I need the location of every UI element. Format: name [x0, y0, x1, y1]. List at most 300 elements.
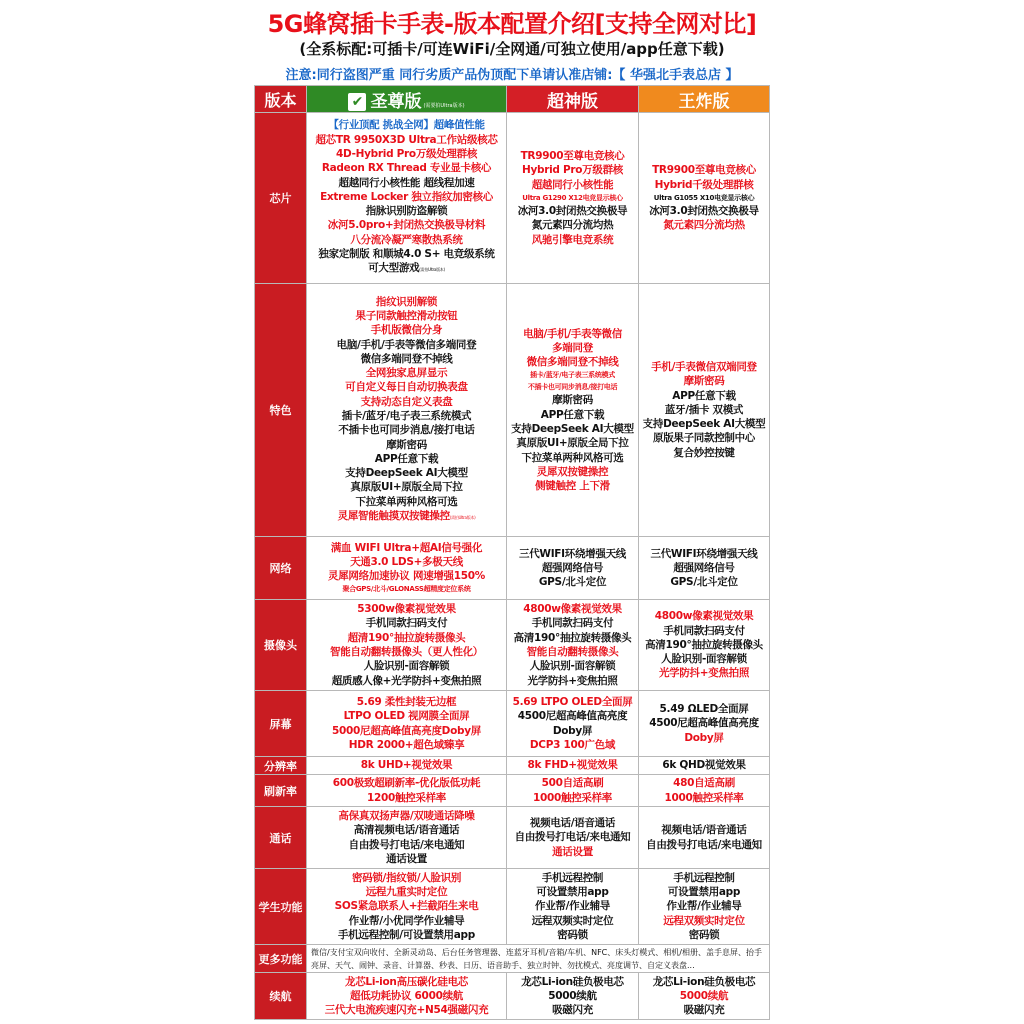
cell-line-text: 光学防抖+变焦拍照	[527, 674, 618, 687]
row-label-student: 学生功能	[255, 869, 307, 945]
cell-line	[507, 178, 638, 192]
cell-line-text: 冰河3.0封闭热交换极导	[517, 205, 628, 217]
cell-line	[307, 674, 506, 688]
cell-line-text: 4800w像素视觉效果	[654, 610, 754, 623]
cell-line	[507, 989, 638, 1003]
cell-line-text: 聚合GPS/北斗/GLONASS超精度定位系统	[342, 585, 471, 594]
cell-line	[307, 1003, 506, 1017]
cell-line-text: 支持动态自定义表盘	[360, 395, 453, 408]
version-note-v1: (需要拍Ultra版本)	[423, 102, 465, 109]
refresh-v2	[507, 775, 639, 807]
cell-line	[307, 409, 506, 423]
cell-line	[507, 975, 638, 989]
cell-line	[307, 928, 506, 942]
cell-line-text: 支持DeepSeek AI大模型	[511, 423, 634, 435]
refresh-v3	[639, 775, 770, 807]
cell-line	[307, 466, 506, 480]
cell-line-text: 高清190°抽拉旋转摄像头	[645, 638, 763, 651]
cell-line	[307, 452, 506, 466]
cell-line	[307, 823, 506, 837]
cell-line	[507, 738, 638, 752]
cell-line-text: 远程九重实时定位	[365, 886, 448, 899]
network-v3	[639, 537, 770, 600]
cell-line	[307, 233, 506, 247]
cell-line-text: 果子同款触控滑动按钮	[355, 309, 458, 322]
cell-line-text: 8k UHD+视觉效果	[360, 759, 453, 772]
cell-line	[507, 1003, 638, 1017]
student-v3	[639, 869, 770, 945]
cell-line-text: 5.49 ΩLED全面屏	[659, 703, 749, 716]
row-label-resolution: 分辨率	[255, 757, 307, 775]
cell-line-text: 5000续航	[679, 989, 729, 1002]
cell-line-text: Ultra G1290 X12电竞显示核心	[522, 194, 623, 202]
cell-line	[507, 674, 638, 688]
cell-line-text: 手机版微信分身	[370, 324, 443, 337]
cell-line-text: 可自定义每日自动切换表盘	[345, 381, 468, 394]
cell-line	[307, 738, 506, 752]
cell-line-text: 不插卡也可同步消息/接打电话	[527, 383, 618, 392]
student-v1	[307, 869, 507, 945]
cell-line	[639, 360, 769, 374]
cell-line-text: 超强网络信号	[541, 561, 604, 574]
cell-line-text: 480自适高刷	[673, 777, 735, 790]
cell-line	[507, 830, 638, 844]
cell-line-text: 4D-Hybrid Pro万级处理群核	[335, 147, 478, 160]
row-label-screen: 屏幕	[255, 691, 307, 757]
cell-line	[507, 695, 638, 709]
cell-line	[307, 395, 506, 409]
cell-line-text: 超芯TR 9950X3D Ultra工作站级核芯	[315, 133, 498, 146]
cell-line-text: 下拉菜单两种风格可选	[521, 451, 624, 464]
cell-line	[307, 247, 506, 261]
cell-line-text: 智能自动翻转摄像头	[526, 646, 619, 658]
cell-line	[639, 204, 769, 218]
battery-v2	[507, 973, 639, 1020]
cell-line	[507, 381, 638, 393]
cell-line	[507, 885, 638, 899]
cell-line-text: 超越同行小核性能	[531, 178, 614, 191]
row-chip	[255, 113, 770, 284]
cell-line	[307, 495, 506, 509]
cell-line-text: 智能自动翻转摄像头（更人性化）	[330, 646, 483, 658]
cell-line-text: 天通3.0 LDS+多极天线	[350, 555, 463, 568]
cell-line-text: 密码锁	[557, 928, 588, 941]
cell-line-text: 光学防抖+变焦拍照	[658, 667, 750, 680]
cell-line	[507, 645, 638, 659]
cell-line	[307, 176, 506, 190]
cell-line-text: 人脸识别-面容解锁	[529, 660, 616, 673]
row-label-battery: 续航	[255, 973, 307, 1020]
cell-line-text: 独家定制版 和顺城4.0 S+ 电竞级系统	[318, 248, 495, 261]
student-v2	[507, 869, 639, 945]
cell-line-text: Hybrid千级处理群核	[654, 178, 754, 191]
cell-line	[639, 776, 769, 790]
version-header-v3: 王炸版	[639, 86, 770, 113]
cell-line	[507, 816, 638, 830]
cell-line-text: APP任意下载	[374, 452, 439, 465]
cell-line-text: 6k QHD视觉效果	[662, 759, 746, 772]
cell-line	[639, 609, 769, 623]
feature-v3	[639, 284, 770, 537]
cell-line-text: 下拉菜单两种风格可选	[355, 495, 458, 508]
row-label-refresh: 刷新率	[255, 775, 307, 807]
cell-line-text: 冰河5.0pro+封闭热交换极导材料	[327, 219, 486, 232]
call-v1	[307, 807, 507, 869]
cell-line-text: APP任意下载	[672, 389, 736, 402]
cell-line-text: 指纹识别解锁	[375, 295, 438, 308]
cell-line-text: APP任意下载	[540, 408, 605, 421]
cell-line	[307, 899, 506, 913]
network-v1	[307, 537, 507, 600]
cell-line-text: 超强网络信号	[673, 561, 735, 574]
cell-line	[507, 218, 638, 232]
resolution-v2	[507, 757, 639, 775]
cell-line-text: 8k FHD+视觉效果	[527, 759, 618, 772]
cell-line	[507, 871, 638, 885]
cell-line-text: 龙芯Li-ion硅负极电芯	[652, 975, 756, 988]
cell-line	[507, 451, 638, 465]
cell-line-text: 超清190°抽拉旋转摄像头	[347, 631, 466, 644]
cell-line-text: 600极致超刷新率-优化版低功耗	[332, 777, 481, 790]
battery-v3	[639, 973, 770, 1020]
cell-line	[639, 374, 769, 388]
version-header-v1	[307, 86, 507, 113]
cell-line-text: 高清190°抽拉旋转摄像头	[513, 631, 632, 644]
cell-line-text: 支持DeepSeek AI大模型	[345, 467, 468, 480]
cell-line	[639, 702, 769, 716]
cell-line	[639, 1003, 769, 1017]
cell-line	[639, 547, 769, 561]
cell-line-text: 龙芯Li-ion硅负极电芯	[521, 975, 624, 988]
cell-line	[507, 465, 638, 479]
cell-line-text: Doby屏	[552, 724, 593, 737]
cell-line	[307, 975, 506, 989]
cell-line	[639, 389, 769, 403]
cell-line	[307, 989, 506, 1003]
cell-line-text: Ultra G1055 X10电竞显示核心	[653, 194, 755, 202]
cell-line-text: 微信多端同登不掉线	[360, 352, 453, 365]
cell-line-text: 通话设置	[386, 852, 427, 865]
version-header-v2: 超神版	[507, 86, 639, 113]
cell-line-note: (需拍Ultra版本)	[419, 267, 445, 273]
cell-line	[507, 436, 638, 450]
cell-line	[507, 602, 638, 616]
cell-line-text: 满血 WIFI Ultra+超AI信号强化	[330, 541, 483, 554]
network-v2	[507, 537, 639, 600]
cell-line	[507, 758, 638, 772]
cell-line	[639, 914, 769, 928]
cell-line-text: 手机远程控制	[673, 871, 735, 884]
cell-line	[639, 928, 769, 942]
cell-line-text: 摩斯密码	[386, 438, 427, 451]
cell-line-text: 人脸识别-面容解锁	[661, 653, 747, 666]
cell-line-text: TR9900至尊电竞核心	[652, 164, 756, 177]
cell-line	[639, 731, 769, 745]
cell-line-text: 灵犀智能触摸双按键操控	[337, 510, 450, 523]
cell-line	[507, 408, 638, 422]
cell-line	[507, 616, 638, 630]
cell-line	[507, 233, 638, 247]
cell-line-text: 5.69 LTPO OLED全面屏	[512, 695, 633, 708]
cell-line	[639, 403, 769, 417]
cell-line-text: GPS/北斗定位	[538, 576, 607, 589]
cell-line-text: 1200触控采样率	[366, 791, 447, 804]
cell-line-text: HDR 2000+超色域臻享	[348, 738, 465, 751]
cell-line	[307, 809, 506, 823]
cell-line-text: 灵犀网络加速协议 网速增强150%	[328, 570, 485, 583]
cell-line-text: 插卡/蓝牙/电子表三系统模式	[530, 371, 615, 380]
cell-line	[507, 561, 638, 575]
cell-line	[507, 709, 638, 723]
cell-line-text: Doby屏	[684, 731, 724, 744]
cell-line	[307, 724, 506, 738]
cell-line	[639, 989, 769, 1003]
cell-line-text: 可设置禁用app	[536, 886, 609, 899]
cell-line-text: 自由拨号打电话/来电通知	[514, 831, 631, 844]
cell-line	[307, 616, 506, 630]
cell-line	[307, 709, 506, 723]
cell-line-text: 视频电话/语音通话	[529, 817, 616, 830]
cell-line	[507, 204, 638, 218]
cell-line	[507, 928, 638, 942]
cell-line	[307, 161, 506, 175]
cell-line-text: 指脉识别防盗解锁	[365, 205, 448, 218]
cell-line-text: 超低功耗协议 6000续航	[350, 989, 463, 1002]
cell-line	[507, 659, 638, 673]
cell-line-text: 龙芯Li-ion高压碳化硅电芯	[345, 975, 468, 988]
cell-line	[307, 480, 506, 494]
cell-line	[507, 845, 638, 859]
version-header-row	[255, 86, 770, 113]
cell-line	[307, 295, 506, 309]
cell-line	[639, 192, 769, 204]
cell-line	[507, 149, 638, 163]
row-label-more: 更多功能	[255, 945, 307, 973]
row-battery	[255, 973, 770, 1020]
cell-line	[507, 192, 638, 204]
cell-line-text: 八分流冷凝严寒散热系统	[350, 233, 463, 246]
row-label-network: 网络	[255, 537, 307, 600]
cell-line	[639, 871, 769, 885]
cell-line-text: 风驰引擎电竞系统	[531, 233, 614, 246]
cell-line-text: 冰河3.0封闭热交换极导	[649, 205, 759, 217]
cell-line	[307, 541, 506, 555]
cell-line	[507, 393, 638, 407]
cell-line	[507, 776, 638, 790]
cell-line-text: 5300w像素视觉效果	[357, 603, 456, 616]
cell-line	[307, 133, 506, 147]
cell-line-text: Extreme Locker 独立指纹加密核心	[320, 190, 493, 203]
page-subtitle: (全系标配:可插卡/可连WiFi/全网通/可独立使用/app任意下载)	[299, 40, 725, 58]
cell-line-text: 氮元素四分流均热	[531, 219, 614, 232]
cell-line-text: 手机同款扫码支付	[531, 617, 614, 630]
cell-line	[307, 695, 506, 709]
cell-line-text: TR9900至尊电竞核心	[520, 150, 625, 163]
cell-line-text: 自由拨号打电话/来电通知	[348, 838, 465, 851]
cell-line	[639, 838, 769, 852]
screen-v3	[639, 691, 770, 757]
cell-line-text: 电脑/手机/手表等微信	[523, 327, 622, 340]
cell-line-text: Hybrid Pro万级群核	[522, 164, 623, 177]
cell-line	[507, 899, 638, 913]
cell-line	[307, 366, 506, 380]
row-label-chip: 芯片	[255, 113, 307, 284]
cell-line-text: 真原版UI+原版全局下拉	[350, 481, 463, 494]
cell-line	[507, 631, 638, 645]
cell-line	[639, 666, 769, 680]
cell-line	[307, 204, 506, 218]
cell-line-text: LTPO OLED 视网膜全面屏	[343, 710, 470, 723]
cell-line	[307, 838, 506, 852]
cell-line	[639, 561, 769, 575]
cell-line	[507, 163, 638, 177]
cell-line-text: 真原版UI+原版全局下拉	[516, 437, 629, 450]
cell-line	[307, 423, 506, 437]
cell-line	[507, 791, 638, 805]
cell-line-text: 三代WIFI环绕增强天线	[519, 547, 626, 560]
camera-v1	[307, 600, 507, 691]
cell-line-text: 微信多端同登不掉线	[526, 356, 619, 369]
cell-line	[639, 652, 769, 666]
row-student	[255, 869, 770, 945]
cell-line-text: 插卡/蓝牙/电子表三系统模式	[341, 410, 472, 422]
cell-line	[307, 338, 506, 352]
cell-line	[307, 583, 506, 595]
refresh-v1	[307, 775, 507, 807]
cell-line	[307, 776, 506, 790]
call-v2	[507, 807, 639, 869]
cell-line	[307, 118, 506, 132]
cell-line	[639, 758, 769, 772]
cell-line-text: 电脑/手机/手表等微信多端同登	[336, 338, 477, 351]
cell-line	[507, 914, 638, 928]
cell-line	[307, 791, 506, 805]
cell-line	[639, 791, 769, 805]
cell-line	[307, 147, 506, 161]
store-notice: 注意:同行盗图严重 同行劣质产品伪顶配下单请认准店铺:【 华强北手表总店 】	[285, 68, 739, 83]
cell-line	[639, 885, 769, 899]
cell-line	[307, 309, 506, 323]
cell-line-text: GPS/北斗定位	[670, 576, 738, 589]
cell-line-text: 原版果子同款控制中心	[653, 432, 755, 445]
cell-line-text: 超越同行小核性能 超线程加速	[338, 176, 475, 189]
cell-line-text: 人脸识别-面容解锁	[363, 660, 450, 673]
cell-line	[307, 914, 506, 928]
resolution-v3	[639, 757, 770, 775]
cell-line-text: 可大型游戏	[368, 262, 420, 275]
cell-line	[639, 638, 769, 652]
row-more	[255, 945, 770, 973]
cell-line	[507, 575, 638, 589]
cell-line-text: 侧键触控 上下滑	[535, 480, 610, 493]
cell-line	[639, 899, 769, 913]
cell-line	[307, 555, 506, 569]
cell-line	[307, 261, 506, 277]
cell-line-text: 密码锁/指纹锁/人脸识别	[351, 871, 462, 884]
cell-line	[307, 602, 506, 616]
cell-line	[307, 380, 506, 394]
feature-v2	[507, 284, 639, 537]
cell-line-text: 手机远程控制/可设置禁用app	[338, 928, 475, 941]
cell-line-text: 灵犀双按键操控	[536, 465, 609, 478]
cell-line-text: 1000触控采样率	[532, 791, 613, 804]
row-network	[255, 537, 770, 600]
row-label-camera: 摄像头	[255, 600, 307, 691]
cell-line	[307, 758, 506, 772]
resolution-v1	[307, 757, 507, 775]
cell-line-text: 多端同登	[552, 341, 593, 354]
cell-line	[507, 369, 638, 381]
cell-line-text: 吸磁闪充	[552, 1004, 593, 1017]
cell-line-text: 作业帮/作业辅导	[535, 900, 610, 913]
cell-line	[639, 431, 769, 445]
cell-line-text: 5000尼超高峰值高亮度Doby屏	[332, 724, 481, 737]
feature-v1	[307, 284, 507, 537]
cell-line-text: 手机/手表微信双端同登	[651, 360, 757, 373]
cell-line	[639, 178, 769, 192]
cell-line	[507, 547, 638, 561]
comparison-table	[254, 85, 770, 1020]
cell-line	[307, 218, 506, 232]
cell-line	[307, 569, 506, 583]
cell-line-text: 手机远程控制	[541, 871, 604, 884]
cell-line-text: 蓝牙/插卡 双模式	[664, 403, 744, 416]
cell-line-text: 摩斯密码	[683, 375, 725, 388]
cell-line	[307, 645, 506, 659]
cell-line-text: 高清视频电话/语音通话	[353, 824, 460, 837]
cell-line-text: 1000触控采样率	[664, 791, 744, 804]
cell-line	[507, 724, 638, 738]
row-camera	[255, 600, 770, 691]
cell-line-text: 作业帮/小优同学作业辅导	[348, 914, 465, 927]
row-label-call: 通话	[255, 807, 307, 869]
cell-line-text: 自由拨号打电话/来电通知	[646, 838, 762, 851]
camera-v3	[639, 600, 770, 691]
cell-line	[507, 355, 638, 369]
cell-line-note: (需拍Ultra版本)	[449, 515, 476, 521]
cell-line	[639, 716, 769, 730]
page-title: 5G蜂窝插卡手表-版本配置介绍[支持全网对比]	[267, 10, 757, 38]
cell-line-text: 吸磁闪充	[683, 1004, 725, 1017]
cell-line-text: 5.69 柔性封装无边框	[356, 695, 457, 708]
cell-line-text: 三代WIFI环绕增强天线	[650, 547, 758, 560]
call-v3	[639, 807, 770, 869]
cell-line	[307, 871, 506, 885]
cell-line-text: 5000续航	[548, 989, 597, 1002]
cell-line-text: 可设置禁用app	[667, 886, 741, 899]
cell-line	[307, 438, 506, 452]
cell-line-text: SOS紧急联系人+拦截陌生来电	[334, 900, 479, 913]
chip-v2	[507, 113, 639, 284]
chip-v3	[639, 113, 770, 284]
row-call	[255, 807, 770, 869]
camera-v2	[507, 600, 639, 691]
cell-line-text: 超质感人像+光学防抖+变焦拍照	[331, 674, 482, 687]
version-label: 版本	[255, 86, 307, 113]
row-label-feature: 特色	[255, 284, 307, 537]
cell-line	[507, 479, 638, 493]
cell-line-text: 4500尼超高峰值高亮度	[649, 717, 759, 730]
cell-line-text: 复合妙控按键	[673, 446, 735, 459]
cell-line-text: 通话设置	[552, 845, 593, 858]
cell-line	[639, 163, 769, 177]
cell-line	[307, 659, 506, 673]
cell-line	[307, 509, 506, 525]
cell-line-text: 作业帮/作业辅导	[666, 900, 742, 913]
row-resolution	[255, 757, 770, 775]
cell-line-text: 手机同款扫码支付	[663, 624, 745, 637]
cell-line	[639, 624, 769, 638]
